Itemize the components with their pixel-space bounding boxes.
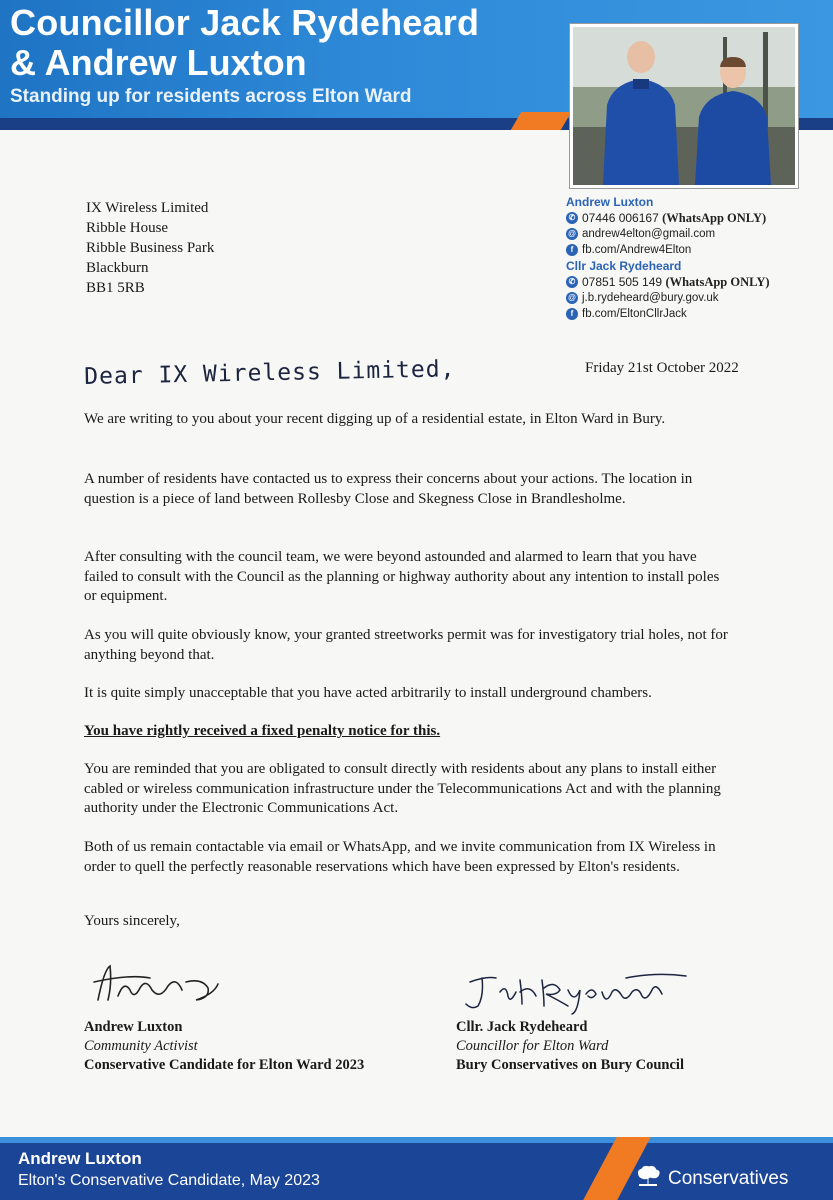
footer-banner (0, 1137, 833, 1200)
letter-date: Friday 21st October 2022 (585, 360, 739, 376)
signatory-name: Cllr. Jack Rydeheard (456, 1019, 588, 1035)
body-paragraph-4: As you will quite obviously know, your granted streetworks permit was for investigatory trial holes, not for anything beyond that. (84, 627, 728, 663)
signatory-name: Andrew Luxton (84, 1019, 183, 1035)
phone-note: (WhatsApp ONLY) (662, 211, 767, 225)
whatsapp-icon: ✆ (566, 276, 578, 288)
body-paragraph-2: A number of residents have contacted us to express their concerns about your actions. The location in question is a piece of land between Rollesby Close and Skegness Close in Brandlesholme. (84, 471, 693, 507)
contact-details (566, 194, 826, 322)
letterhead-title-line2: & Andrew Luxton (10, 42, 307, 83)
recipient-address (86, 198, 214, 298)
body-paragraph-8: Both of us remain contactable via email or WhatsApp, and we invite communication from IX Wireless in order to quell the perfectly reasonable reservations which have been expressed by Elton's residents. (84, 839, 716, 875)
signature-luxton (90, 960, 230, 1010)
logo-text: Conservatives (668, 1168, 789, 1189)
footer-subtitle: Elton's Conservative Candidate, May 2023 (18, 1172, 320, 1189)
address-line: Blackburn (86, 260, 149, 276)
contact-phone-row (566, 274, 826, 290)
body-paragraph-7: You are reminded that you are obligated to consult directly with residents about any plans to install either cabled or wireless communication infrastructure under the Telecommunications Act and with the planning authority under the Electronic Communications Act. (84, 761, 721, 816)
letterhead-title-line1: Councillor Jack Rydeheard (10, 2, 480, 43)
conservatives-logo (634, 1165, 788, 1193)
contact-phone-row (566, 210, 826, 226)
facebook-icon: f (566, 244, 578, 256)
contact-name-rydeheard: Cllr Jack Rydeheard (566, 259, 682, 273)
signatory-candidacy: Conservative Candidate for Elton Ward 2023 (84, 1057, 365, 1073)
whatsapp-icon: ✆ (566, 212, 578, 224)
footer-stripe (0, 1137, 833, 1143)
contact-facebook-row (566, 306, 826, 322)
footer-name: Andrew Luxton (18, 1149, 142, 1168)
email-rydeheard: j.b.rydeheard@bury.gov.uk (582, 292, 719, 304)
handwritten-salutation: Dear IX Wireless Limited, (84, 356, 456, 390)
signature-rydeheard (456, 966, 696, 1016)
contact-email-row (566, 226, 826, 242)
contact-name-luxton: Andrew Luxton (566, 195, 654, 209)
address-line: Ribble House (86, 220, 169, 236)
signoff-right (456, 1018, 684, 1075)
facebook-luxton: fb.com/Andrew4Elton (582, 244, 692, 256)
signatory-role: Councillor for Elton Ward (456, 1038, 609, 1054)
body-paragraph-3: After consulting with the council team, we were beyond astounded and alarmed to learn that you have failed to consult with the Council as the planning or highway authority about any intention to install poles or equipment. (84, 549, 720, 604)
phone-rydeheard: 07851 505 149 (582, 275, 663, 289)
signoff-left (84, 1018, 364, 1075)
email-icon: @ (566, 292, 578, 304)
councillors-photo (570, 24, 798, 188)
contact-email-row (566, 290, 826, 306)
signatory-group: Bury Conservatives on Bury Council (456, 1057, 684, 1073)
phone-luxton: 07446 006167 (582, 211, 659, 225)
email-luxton: andrew4elton@gmail.com (582, 228, 716, 240)
address-line: IX Wireless Limited (86, 200, 209, 216)
oak-tree-icon (634, 1165, 662, 1193)
signatory-role: Community Activist (84, 1038, 198, 1054)
contact-facebook-row (566, 242, 826, 258)
email-icon: @ (566, 228, 578, 240)
banner-orange-accent (511, 112, 571, 130)
body-paragraph-5: It is quite simply unacceptable that you have acted arbitrarily to install underground chambers. (84, 685, 652, 701)
body-paragraph-penalty: You have rightly received a fixed penalty notice for this. (84, 723, 441, 739)
phone-note: (WhatsApp ONLY) (665, 275, 770, 289)
letterhead-tagline: Standing up for residents across Elton Ward (10, 86, 412, 107)
facebook-rydeheard: fb.com/EltonCllrJack (582, 308, 687, 320)
body-paragraph-1: We are writing to you about your recent digging up of a residential estate, in Elton Ward in Bury. (84, 411, 666, 427)
closing-line: Yours sincerely, (84, 913, 180, 929)
address-line: Ribble Business Park (86, 240, 215, 256)
address-line: BB1 5RB (86, 280, 145, 296)
facebook-icon: f (566, 308, 578, 320)
